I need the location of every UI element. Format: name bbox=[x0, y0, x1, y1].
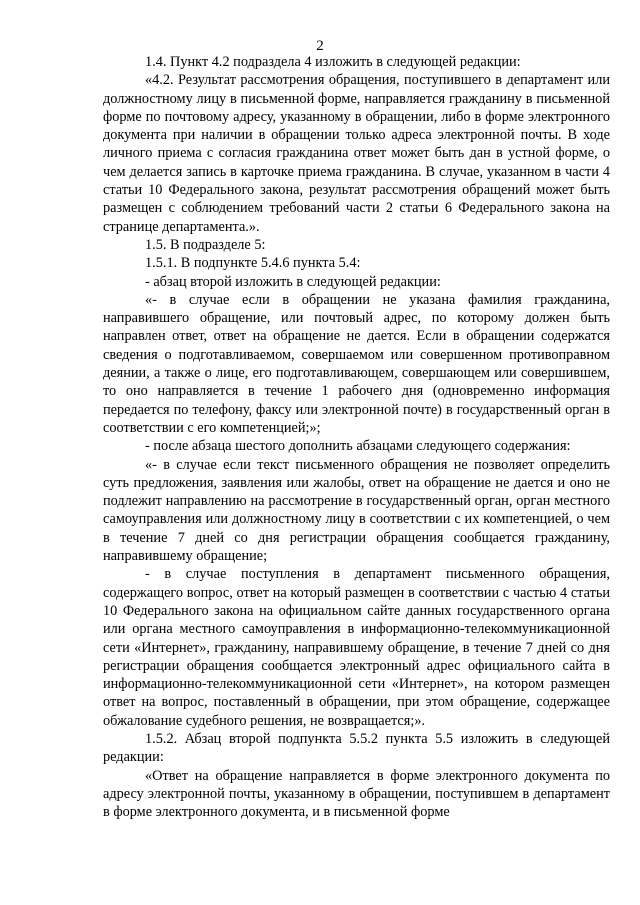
paragraph-posle-abzaca: - после абзаца шестого дополнить абзацами следующего содержания: bbox=[145, 438, 571, 455]
paragraph-postupleniya: - в случае поступления в департамент письменного обращения, содержащего вопрос, ответ на который размещен в соответствии с частью 4 статьи 10 Федерального закона на официальном сайте данных государственного органа или органа местного самоуправления в информационно-телекоммуникационной сети «Интернет», гражданину, направившему обращение, в течение 7 дней со дня регистрации обращения сообщается электронный адрес официального сайта в информационно-телекоммуникационной сети «Интернет», на котором размещен ответ на вопрос, поставленный в обращении, при этом обращение, содержащее обжалование судебного решения, не возвращается;». bbox=[103, 566, 610, 729]
document-body bbox=[103, 53, 610, 821]
paragraph-1-5-1: 1.5.1. В подпункте 5.4.6 пункта 5.4: bbox=[145, 255, 361, 272]
paragraph-1-5: 1.5. В подразделе 5: bbox=[145, 236, 266, 253]
paragraph-4-2-quote: «4.2. Результат рассмотрения обращения, поступившего в департамент или должностному лицу в письменной форме, направляется гражданину в письменной форме по почтовому адресу, указанному в обращении, либо в форме электронного документа при наличии в обращении только адреса электронной почты. В ходе личного приема с согласия гражданина ответ может быть дан в устной форме, о чем делается запись в карточке приема гражданина. В случае, указанном в части 4 статьи 10 Федерального закона, результат рассмотрения обращений может быть размещен с соблюдением требований части 2 статьи 6 Федерального закона на странице департамента.». bbox=[103, 72, 610, 235]
paragraph-quote-tekst: «- в случае если текст письменного обращения не позволяет определить суть предложения, заявления или жалобы, ответ на обращение не дается и оно не подлежит направлению на рассмотрение в государственный орган, орган местного самоуправления или должностному лицу в соответствии с их компетенцией, о чем в течение 7 дней со дня регистрации обращения сообщается гражданину, направившему обращение; bbox=[103, 456, 610, 565]
paragraph-1-4: 1.4. Пункт 4.2 подраздела 4 изложить в следующей редакции: bbox=[145, 54, 521, 70]
paragraph-1-5-2: 1.5.2. Абзац второй подпункта 5.5.2 пункта 5.5 изложить в следующей редакции: bbox=[103, 730, 610, 766]
paragraph-abzac-vtoroy: - абзац второй изложить в следующей редакции: bbox=[145, 273, 441, 290]
paragraph-quote-otvet: «Ответ на обращение направляется в форме электронного документа по адресу электронной почты, указанному в обращении, поступившем в департамент в форме электронного документа, и в письменной форме bbox=[103, 767, 610, 821]
page-number: 2 bbox=[316, 38, 324, 54]
paragraph-quote-familiya: «- в случае если в обращении не указана фамилия гражданина, направившего обращение, или почтовый адрес, по которому должен быть направлен ответ, ответ на обращение не дается. Если в обращении содержатся сведения о подготавливаемом, совершаемом или совершенном противоправном деянии, а также о лице, его подготавливающем, совершающем или совершившем, то оно направляется в течение 1 рабочего дня (одновременно информация передается по телефону, факсу или электронной почте) в государственный орган в соответствии с его компетенцией;»; bbox=[103, 291, 610, 436]
